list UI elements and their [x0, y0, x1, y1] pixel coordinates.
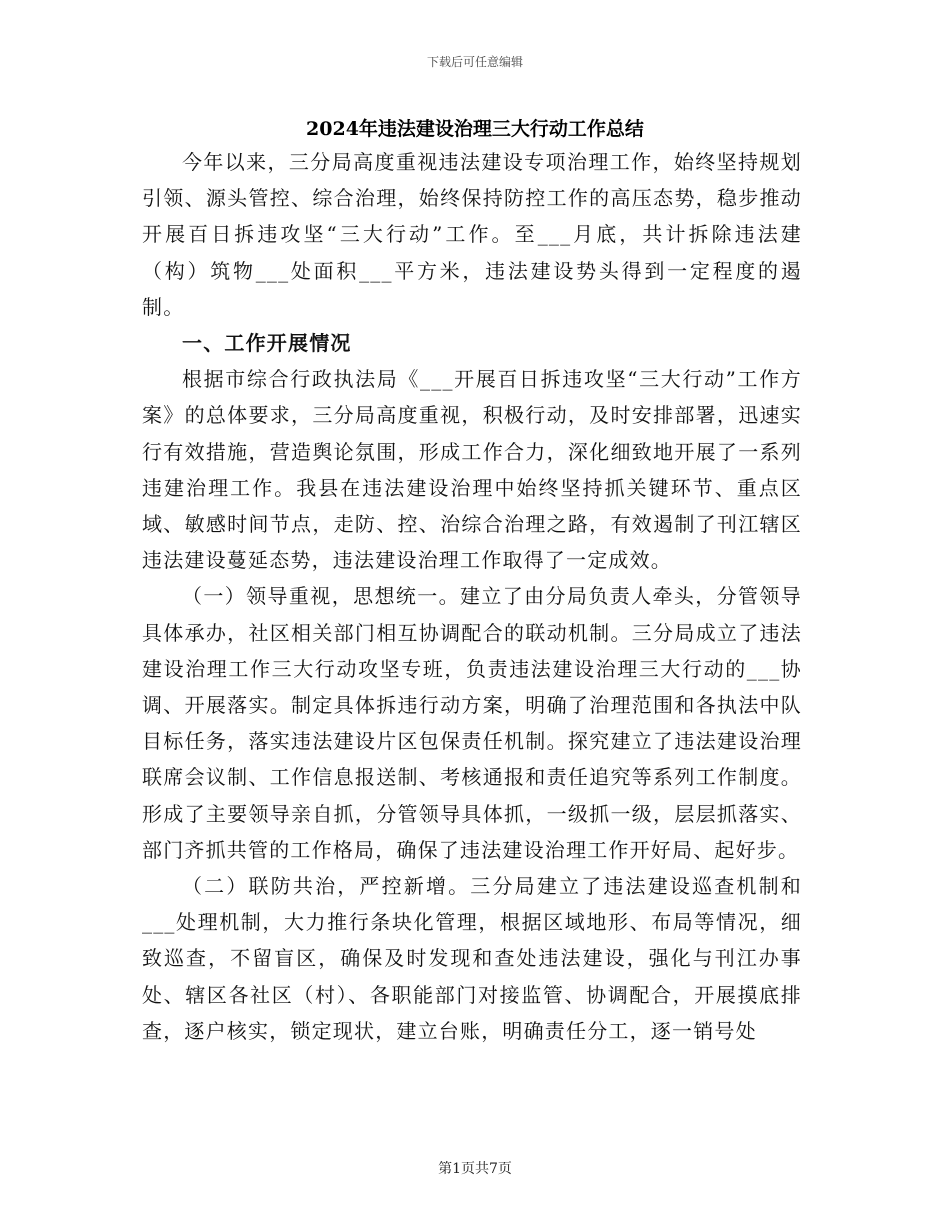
- page-footer: 第1页共7页: [438, 1161, 512, 1177]
- document-title: 2024年违法建设治理三大行动工作总结: [306, 118, 644, 140]
- paragraph-intro: 今年以来，三分局高度重视违法建设专项治理工作，始终坚持规划引领、源头管控、综合治理，始终保持防控工作的高压态势，稳步推动开展百日拆违攻坚“三大行动”工作。至___月底，共计拆除违法建（构）筑物___处面积___平方米，违法建设势头得到一定程度的遏制。: [142, 150, 802, 319]
- paragraph-overview: 根据市综合行政执法局《___开展百日拆违攻坚“三大行动”工作方案》的总体要求，三分局高度重视，积极行动，及时安排部署，迅速实行有效措施，营造舆论氛围，形成工作合力，深化细致地开展了一系列违建治理工作。我县在违法建设治理中始终坚持抓关键环节、重点区域、敏感时间节点，走防、控、治综合治理之路，有效遏制了刊江辖区违法建设蔓延态势，违法建设治理工作取得了一定成效。: [142, 367, 802, 573]
- document-body: [142, 144, 802, 1049]
- section-heading: 一、工作开展情况: [182, 331, 352, 356]
- paragraph-leadership: （一）领导重视，思想统一。建立了由分局负责人牵头，分管领导具体承办，社区相关部门相互协调配合的联动机制。三分局成立了违法建设治理工作三大行动攻坚专班，负责违法建设治理三大行动的___协调、开展落实。制定具体拆违行动方案，明确了治理范围和各执法中队目标任务，落实违法建设片区包保责任机制。探究建立了违法建设治理联席会议制、工作信息报送制、考核通报和责任追究等系列工作制度。形成了主要领导亲自抓，分管领导具体抓，一级抓一级，层层抓落实、部门齐抓共管的工作格局，确保了违法建设治理工作开好局、起好步。: [142, 584, 802, 862]
- paragraph-joint-prevention: （二）联防共治，严控新增。三分局建立了违法建设巡查机制和___处理机制，大力推行条块化管理，根据区域地形、布局等情况，细致巡查，不留盲区，确保及时发现和查处违法建设，强化与刊江办事处、辖区各社区（村）、各职能部门对接监管、协调配合，开展摸底排查，逐户核实，锁定现状，建立台账，明确责任分工，逐一销号处: [142, 874, 802, 1043]
- header-note: 下载后可任意编辑: [426, 55, 523, 69]
